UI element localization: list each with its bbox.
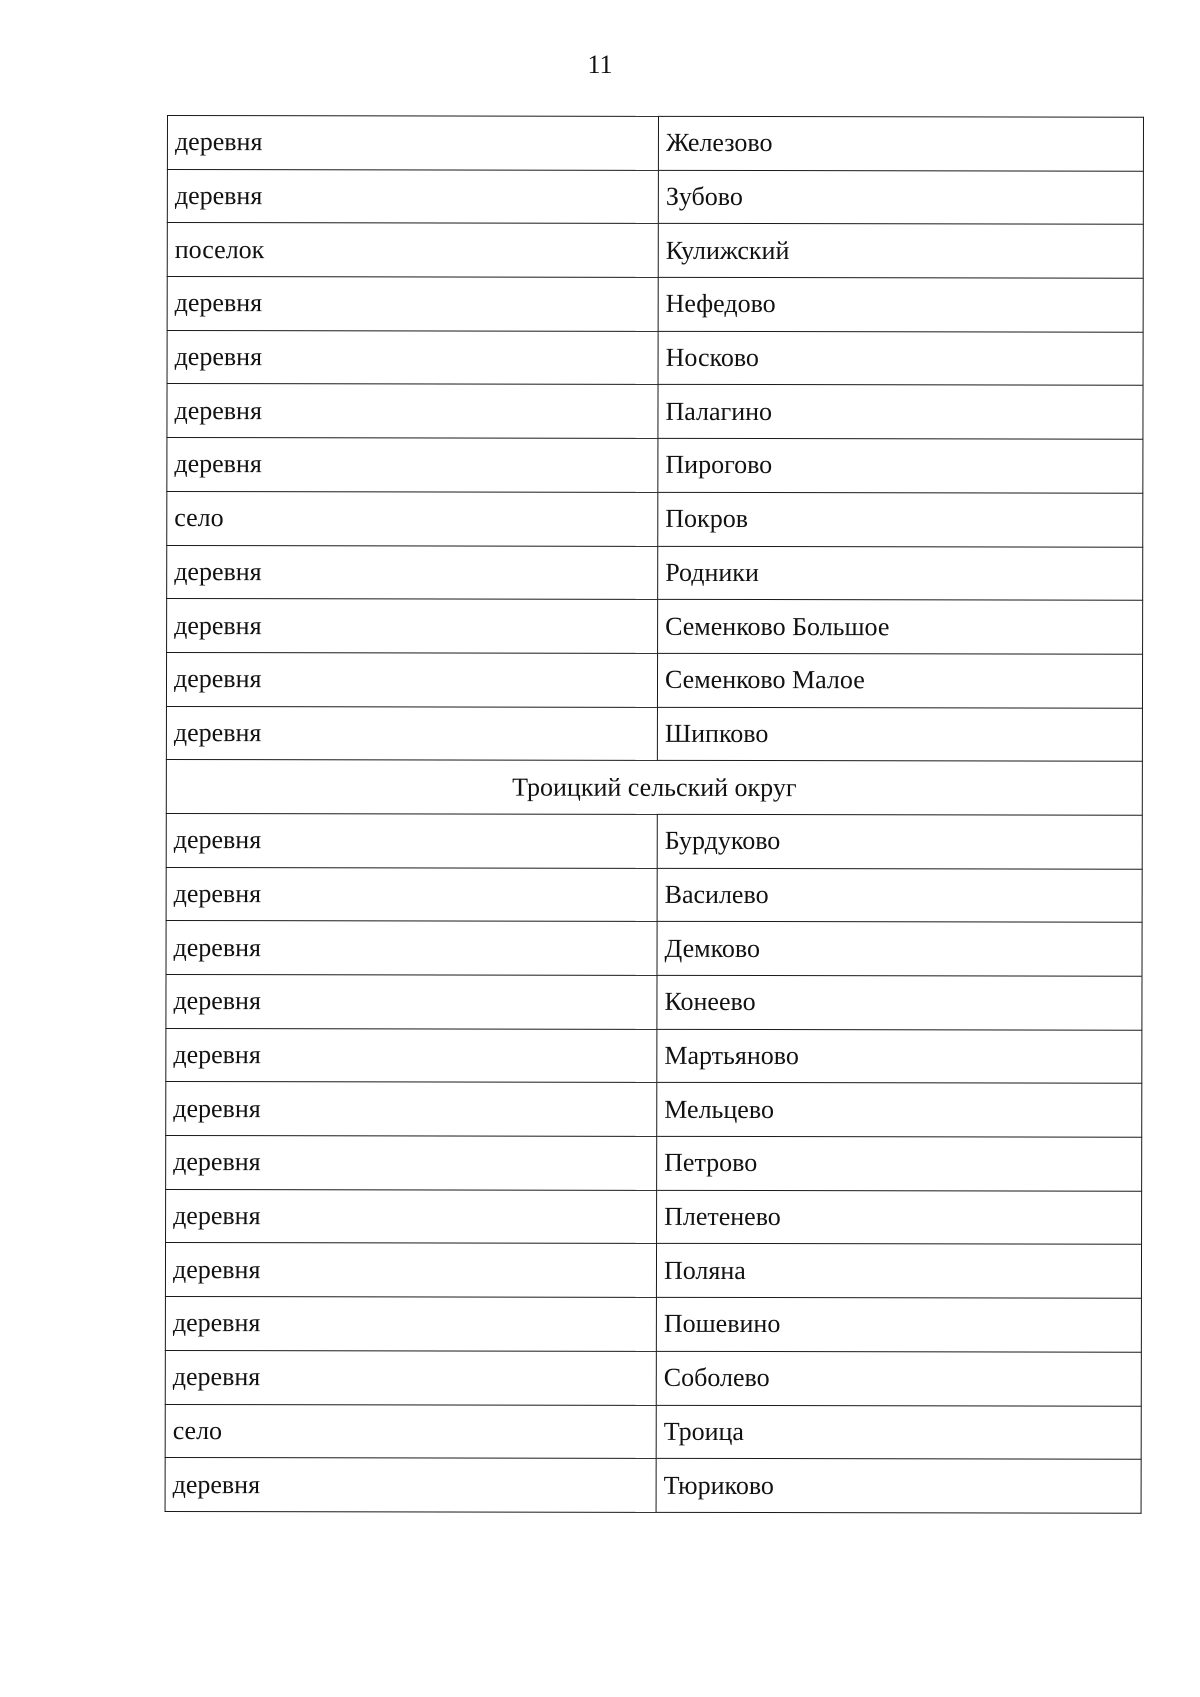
settlement-type-cell: деревня (167, 330, 658, 385)
settlement-type-cell: деревня (167, 169, 658, 224)
settlement-name-cell: Кулижский (658, 224, 1143, 279)
settlement-name-cell: Зубово (658, 170, 1143, 225)
table-row (167, 116, 1143, 171)
table-row (165, 1243, 1141, 1298)
settlement-name-cell: Плетенево (657, 1190, 1142, 1245)
table-row (166, 813, 1142, 868)
settlement-type-cell: деревня (166, 1136, 657, 1191)
settlement-type-cell: деревня (166, 706, 657, 761)
settlements-table-body (165, 116, 1143, 1514)
settlement-name-cell: Родники (658, 546, 1143, 601)
settlement-type-cell: деревня (167, 277, 658, 332)
table-row (165, 1297, 1141, 1352)
table-row (165, 1458, 1141, 1513)
settlement-type-cell: деревня (165, 1350, 656, 1405)
settlements-table (165, 115, 1144, 1514)
table-row (165, 1404, 1141, 1459)
settlement-name-cell: Носково (658, 331, 1143, 386)
settlement-name-cell: Соболево (656, 1351, 1141, 1406)
settlement-name-cell: Тюриково (656, 1459, 1141, 1514)
settlement-type-cell: деревня (167, 384, 658, 439)
section-heading: Троицкий сельский округ (166, 760, 1142, 815)
settlement-type-cell: деревня (166, 921, 657, 976)
settlement-name-cell: Конеево (657, 975, 1142, 1030)
settlement-type-cell: поселок (167, 223, 658, 278)
settlement-name-cell: Палагино (658, 385, 1143, 440)
section-heading-row (166, 760, 1142, 815)
settlement-type-cell: деревня (166, 1082, 657, 1137)
settlement-name-cell: Петрово (657, 1136, 1142, 1191)
settlement-name-cell: Железово (658, 116, 1143, 171)
settlement-name-cell: Бурдуково (657, 814, 1142, 869)
table-row (166, 867, 1142, 922)
settlement-name-cell: Шипково (657, 707, 1142, 762)
settlement-name-cell: Троица (656, 1405, 1141, 1460)
settlement-type-cell: деревня (166, 1028, 657, 1083)
table-row (167, 491, 1143, 546)
table-row (166, 1136, 1142, 1191)
table-row (167, 277, 1143, 332)
settlement-name-cell: Василево (657, 868, 1142, 923)
settlements-table-container (165, 115, 1143, 1514)
table-row (167, 169, 1143, 224)
settlement-name-cell: Мельцево (657, 1083, 1142, 1138)
settlement-name-cell: Поляна (656, 1244, 1141, 1299)
settlement-type-cell: деревня (166, 813, 657, 868)
settlement-name-cell: Пошевино (656, 1297, 1141, 1352)
page-number: 11 (587, 50, 613, 79)
settlement-type-cell: село (167, 491, 658, 546)
table-row (167, 223, 1143, 278)
table-row (167, 545, 1143, 600)
settlement-name-cell: Нефедово (658, 277, 1143, 332)
settlement-type-cell: село (165, 1404, 656, 1459)
settlement-type-cell: деревня (165, 1458, 656, 1513)
table-row (166, 1082, 1142, 1137)
settlement-type-cell: деревня (167, 599, 658, 654)
settlement-name-cell: Семенково Малое (657, 653, 1142, 708)
settlement-name-cell: Покров (658, 492, 1143, 547)
table-row (167, 438, 1143, 493)
settlement-type-cell: деревня (165, 1243, 656, 1298)
table-row (166, 974, 1142, 1029)
settlement-name-cell: Пирогово (658, 438, 1143, 493)
settlement-type-cell: деревня (167, 438, 658, 493)
settlement-type-cell: деревня (167, 545, 658, 600)
settlement-name-cell: Мартьяново (657, 1029, 1142, 1084)
table-row (166, 706, 1142, 761)
settlement-name-cell: Семенково Большое (658, 600, 1143, 655)
settlement-name-cell: Демково (657, 922, 1142, 977)
table-row (167, 330, 1143, 385)
table-row (167, 384, 1143, 439)
settlement-type-cell: деревня (165, 1297, 656, 1352)
table-row (165, 1350, 1141, 1405)
settlement-type-cell: деревня (166, 1189, 657, 1244)
settlement-type-cell: деревня (166, 652, 657, 707)
table-row (167, 599, 1143, 654)
settlement-type-cell: деревня (167, 116, 658, 171)
settlement-type-cell: деревня (166, 974, 657, 1029)
settlement-type-cell: деревня (166, 867, 657, 922)
table-row (166, 652, 1142, 707)
table-row (166, 921, 1142, 976)
table-row (166, 1028, 1142, 1083)
table-row (166, 1189, 1142, 1244)
